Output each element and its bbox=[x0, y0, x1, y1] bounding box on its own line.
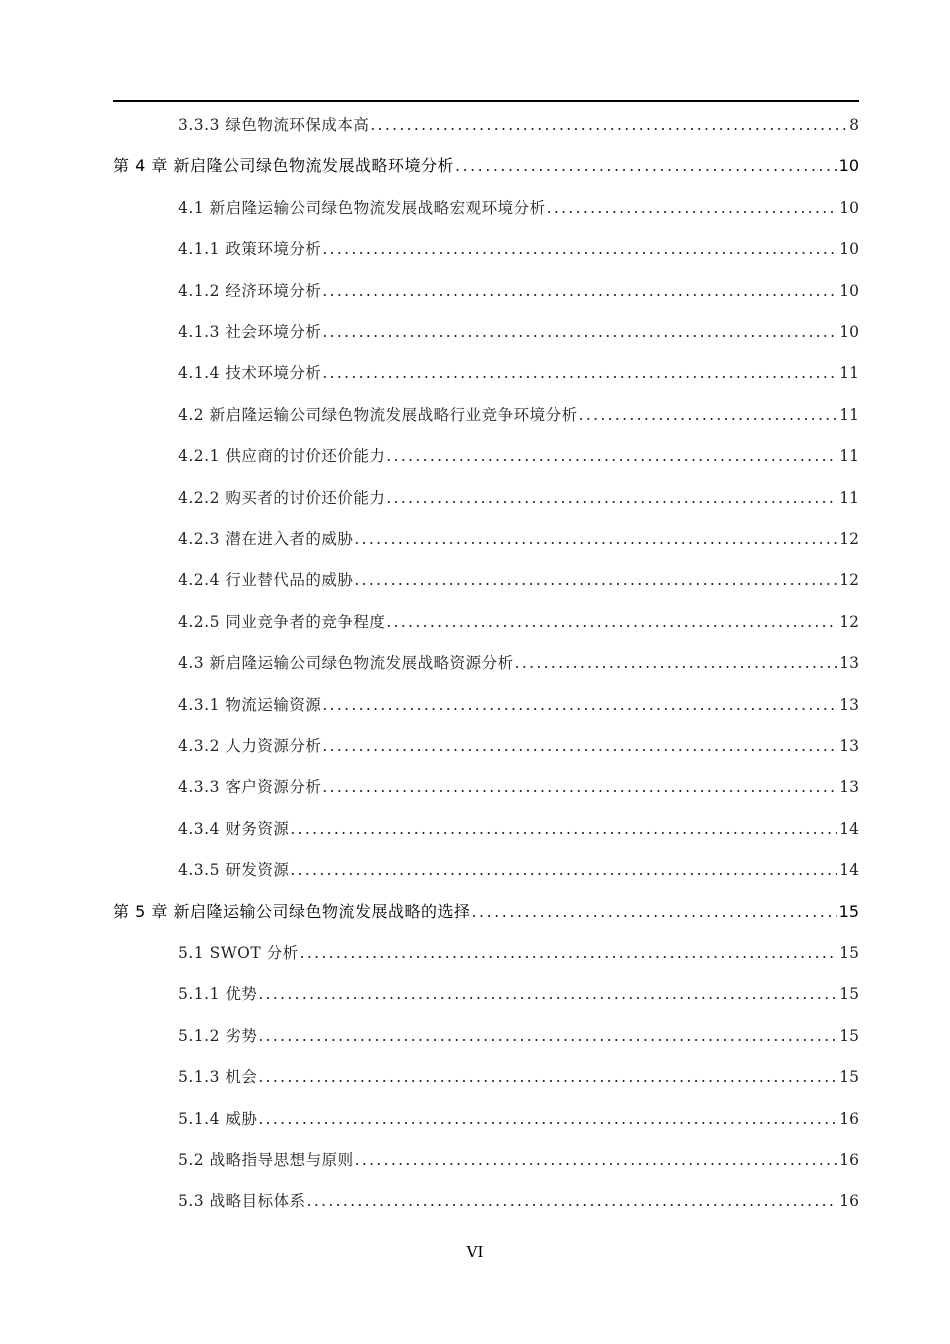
toc-entry-page-number: 15 bbox=[838, 901, 859, 921]
toc-section-entry[interactable] bbox=[178, 1188, 859, 1214]
toc-entry-title: 5.1.2 劣势 bbox=[178, 1026, 258, 1045]
toc-dot-leader bbox=[370, 112, 847, 138]
toc-entry-page-number: 10 bbox=[839, 281, 859, 300]
toc-entry-title: 5.3 战略目标体系 bbox=[178, 1192, 306, 1211]
toc-entry-title: 4.2.5 同业竞争者的竞争程度 bbox=[178, 612, 386, 631]
toc-entry-title: 4.3 新启隆运输公司绿色物流发展战略资源分析 bbox=[178, 654, 514, 673]
toc-entry-page-number: 16 bbox=[839, 1151, 859, 1169]
toc-dot-leader bbox=[386, 443, 837, 469]
toc-entry-title: 5.1.4 威胁 bbox=[178, 1109, 258, 1128]
toc-entry-page-number: 11 bbox=[839, 405, 859, 424]
toc-dot-leader bbox=[258, 981, 837, 1007]
toc-entry-page-number: 10 bbox=[839, 240, 859, 259]
toc-entry-title: 4.1.1 政策环境分析 bbox=[178, 240, 322, 259]
toc-entry-page-number: 11 bbox=[839, 447, 859, 466]
toc-dot-leader bbox=[322, 278, 837, 304]
toc-section-entry[interactable] bbox=[178, 1106, 859, 1132]
toc-section-entry[interactable] bbox=[178, 195, 859, 221]
toc-entry-page-number: 11 bbox=[839, 488, 859, 507]
toc-section-entry[interactable] bbox=[178, 816, 859, 842]
toc-section-entry[interactable] bbox=[178, 733, 859, 759]
toc-dot-leader bbox=[290, 816, 837, 842]
toc-chapter-entry[interactable] bbox=[113, 153, 859, 179]
toc-entry-page-number: 16 bbox=[839, 1109, 859, 1128]
page-footer-number: VI bbox=[466, 1243, 484, 1261]
toc-entry-title: 3.3.3 绿色物流环保成本高 bbox=[178, 116, 370, 134]
toc-entry-title: 4.1 新启隆运输公司绿色物流发展战略宏观环境分析 bbox=[178, 198, 546, 217]
toc-section-entry[interactable] bbox=[178, 1023, 859, 1049]
toc-dot-leader bbox=[471, 899, 836, 925]
toc-entry-title: 5.1 SWOT 分析 bbox=[178, 944, 299, 962]
toc-dot-leader bbox=[386, 485, 837, 511]
toc-section-entry[interactable] bbox=[178, 402, 859, 428]
toc-entry-page-number: 15 bbox=[839, 944, 859, 962]
toc-entry-page-number: 12 bbox=[839, 612, 859, 631]
toc-entry-title: 5.1.1 优势 bbox=[178, 985, 258, 1004]
toc-entry-title: 4.3.1 物流运输资源 bbox=[178, 695, 322, 714]
toc-entry-title: 4.2.1 供应商的讨价还价能力 bbox=[178, 447, 386, 466]
toc-dot-leader bbox=[322, 774, 837, 800]
toc-section-entry[interactable] bbox=[178, 360, 859, 386]
toc-dot-leader bbox=[515, 650, 838, 676]
header-rule bbox=[113, 100, 859, 102]
toc-section-entry[interactable] bbox=[178, 278, 859, 304]
toc-entry-page-number: 15 bbox=[839, 1026, 859, 1045]
toc-entry-page-number: 16 bbox=[839, 1192, 859, 1211]
toc-entry-page-number: 15 bbox=[839, 985, 859, 1004]
toc-entry-title: 4.2.3 潜在进入者的威胁 bbox=[178, 530, 354, 548]
toc-entry-page-number: 14 bbox=[839, 861, 859, 880]
toc-dot-leader bbox=[258, 1064, 837, 1090]
toc-dot-leader bbox=[300, 940, 838, 966]
toc-entry-page-number: 13 bbox=[839, 778, 859, 797]
toc-dot-leader bbox=[322, 319, 837, 345]
toc-dot-leader bbox=[322, 236, 837, 262]
toc-dot-leader bbox=[258, 1106, 837, 1132]
toc-section-entry[interactable] bbox=[178, 567, 859, 593]
toc-entry-title: 4.2 新启隆运输公司绿色物流发展战略行业竞争环境分析 bbox=[178, 405, 578, 424]
toc-entry-title: 4.2.2 购买者的讨价还价能力 bbox=[178, 488, 386, 507]
toc-entry-page-number: 12 bbox=[839, 530, 859, 548]
toc-entry-title: 第 4 章 新启隆公司绿色物流发展战略环境分析 bbox=[113, 156, 454, 176]
toc-entry-title: 4.1.3 社会环境分析 bbox=[178, 323, 322, 341]
toc-entry-title: 5.2 战略指导思想与原则 bbox=[178, 1151, 354, 1169]
toc-entry-title: 4.3.3 客户资源分析 bbox=[178, 778, 322, 797]
toc-section-entry[interactable] bbox=[178, 112, 859, 138]
toc-entry-page-number: 15 bbox=[839, 1068, 859, 1087]
toc-entry-title: 第 5 章 新启隆运输公司绿色物流发展战略的选择 bbox=[113, 901, 471, 921]
toc-section-entry[interactable] bbox=[178, 1064, 859, 1090]
toc-entry-page-number: 13 bbox=[839, 737, 859, 755]
toc-dot-leader bbox=[322, 692, 837, 718]
toc-entry-page-number: 13 bbox=[839, 695, 859, 714]
toc-entry-page-number: 8 bbox=[849, 116, 859, 134]
toc-section-entry[interactable] bbox=[178, 319, 859, 345]
toc-dot-leader bbox=[258, 1023, 837, 1049]
toc-dot-leader bbox=[354, 567, 837, 593]
toc-section-entry[interactable] bbox=[178, 1147, 859, 1173]
toc-dot-leader bbox=[547, 195, 838, 221]
toc-dot-leader bbox=[355, 1147, 838, 1173]
toc-entry-page-number: 12 bbox=[839, 571, 859, 590]
toc-entry-title: 4.2.4 行业替代品的威胁 bbox=[178, 571, 354, 590]
toc-dot-leader bbox=[386, 609, 837, 635]
toc-section-entry[interactable] bbox=[178, 857, 859, 883]
toc-section-entry[interactable] bbox=[178, 692, 859, 718]
toc-section-entry[interactable] bbox=[178, 650, 859, 676]
toc-entry-title: 5.1.3 机会 bbox=[178, 1068, 258, 1087]
toc-section-entry[interactable] bbox=[178, 236, 859, 262]
toc-entry-title: 4.1.2 经济环境分析 bbox=[178, 281, 322, 300]
toc-dot-leader bbox=[322, 733, 837, 759]
toc-section-entry[interactable] bbox=[178, 443, 859, 469]
toc-dot-leader bbox=[579, 402, 838, 428]
toc-section-entry[interactable] bbox=[178, 609, 859, 635]
toc-dot-leader bbox=[307, 1188, 838, 1214]
toc-chapter-entry[interactable] bbox=[113, 899, 859, 925]
toc-entry-page-number: 10 bbox=[838, 156, 859, 176]
toc-entry-title: 4.3.5 研发资源 bbox=[178, 861, 290, 880]
toc-section-entry[interactable] bbox=[178, 981, 859, 1007]
toc-dot-leader bbox=[290, 857, 837, 883]
toc-dot-leader bbox=[455, 153, 837, 179]
toc-dot-leader bbox=[322, 360, 837, 386]
toc-entry-title: 4.3.4 财务资源 bbox=[178, 819, 290, 838]
toc-section-entry[interactable] bbox=[178, 526, 859, 552]
toc-entry-title: 4.1.4 技术环境分析 bbox=[178, 364, 322, 383]
toc-entry-page-number: 13 bbox=[839, 654, 859, 673]
toc-entry-page-number: 10 bbox=[839, 198, 859, 217]
toc-entry-page-number: 14 bbox=[839, 819, 859, 838]
toc-section-entry[interactable] bbox=[178, 940, 859, 966]
toc-entry-title: 4.3.2 人力资源分析 bbox=[178, 737, 322, 755]
toc-section-entry[interactable] bbox=[178, 485, 859, 511]
toc-section-entry[interactable] bbox=[178, 774, 859, 800]
toc-dot-leader bbox=[354, 526, 837, 552]
toc-entry-page-number: 11 bbox=[839, 364, 859, 383]
toc-entry-page-number: 10 bbox=[839, 323, 859, 341]
